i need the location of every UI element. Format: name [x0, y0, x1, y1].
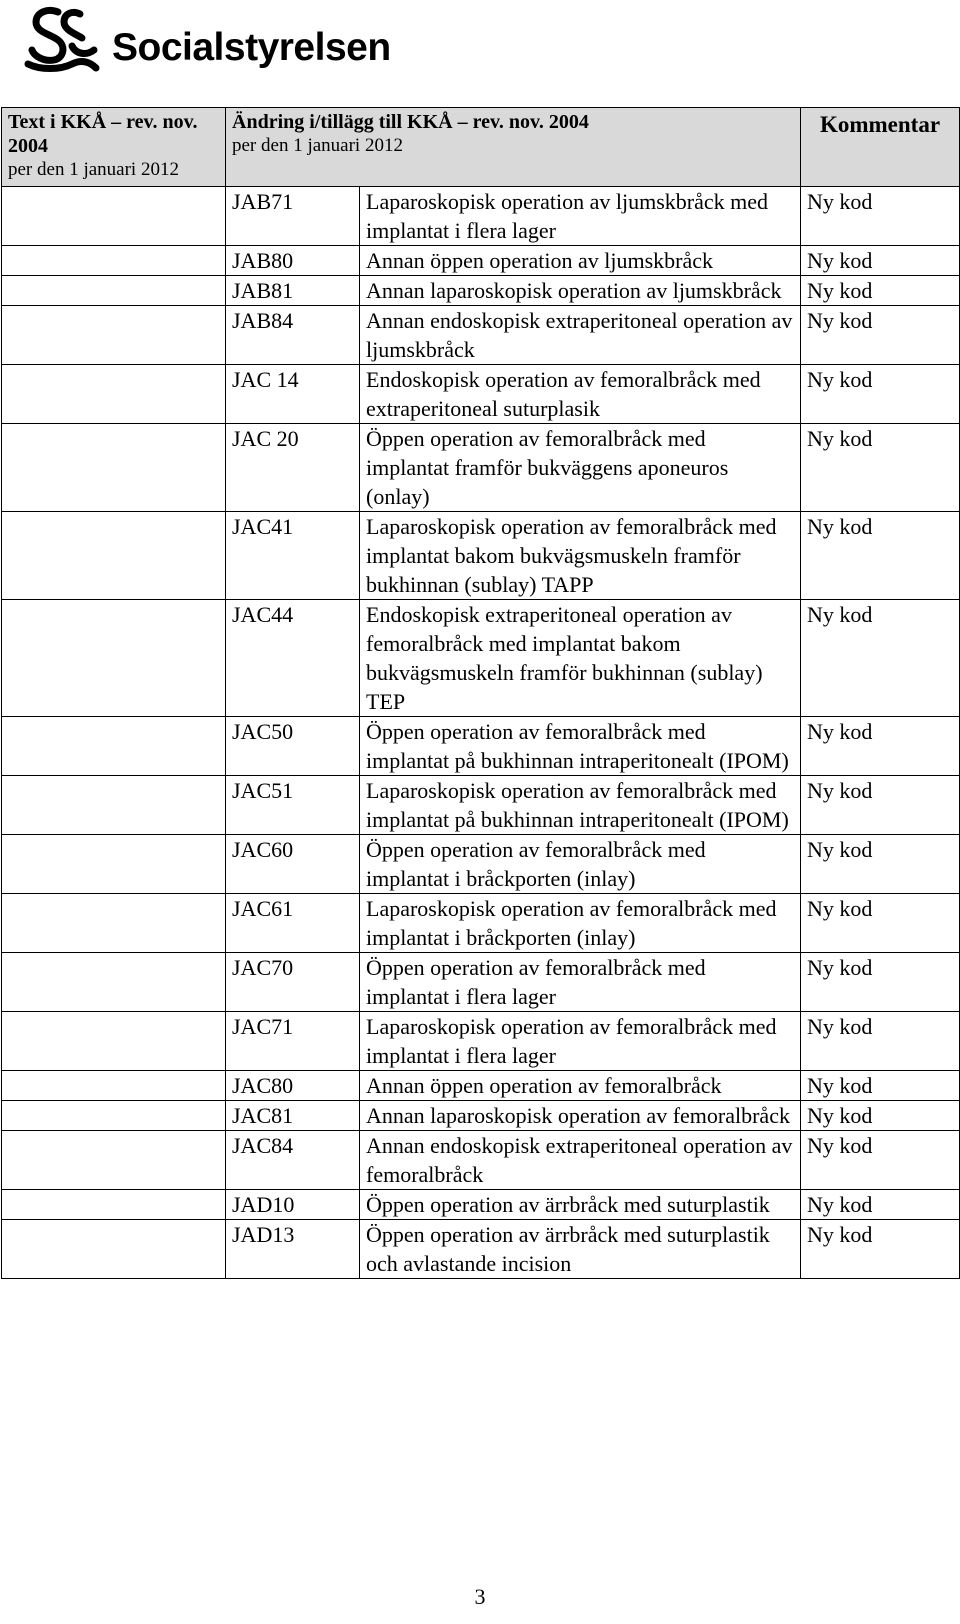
- description-cell: Annan öppen operation av ljumskbråck: [360, 246, 801, 276]
- comment-cell: Ny kod: [801, 1012, 960, 1071]
- old-text-cell: [2, 365, 226, 424]
- description-cell: Öppen operation av femoralbråck med implantat på bukhinnan intraperitonealt (IPOM): [360, 717, 801, 776]
- table-row: [2, 512, 960, 600]
- code-cell: JAB84: [226, 306, 360, 365]
- old-text-cell: [2, 1012, 226, 1071]
- socialstyrelsen-emblem-icon: [20, 6, 102, 76]
- description-cell: Laparoskopisk operation av femoralbråck med implantat i bråckporten (inlay): [360, 894, 801, 953]
- code-cell: JAC 14: [226, 365, 360, 424]
- table-row: [2, 894, 960, 953]
- socialstyrelsen-logo: [20, 4, 391, 78]
- header-col1-line3: per den 1 januari 2012: [8, 159, 179, 180]
- comment-cell: Ny kod: [801, 717, 960, 776]
- old-text-cell: [2, 1101, 226, 1131]
- code-cell: JAC44: [226, 600, 360, 717]
- old-text-cell: [2, 1131, 226, 1190]
- table-row: [2, 1220, 960, 1279]
- description-cell: Öppen operation av femoralbråck med implantat i flera lager: [360, 953, 801, 1012]
- comment-cell: Ny kod: [801, 835, 960, 894]
- old-text-cell: [2, 424, 226, 512]
- description-cell: Annan endoskopisk extraperitoneal operation av ljumskbråck: [360, 306, 801, 365]
- description-cell: Endoskopisk extraperitoneal operation av femoralbråck med implantat bakom bukvägsmuskeln framför bukhinnan (sublay) TEP: [360, 600, 801, 717]
- description-cell: Annan laparoskopisk operation av femoralbråck: [360, 1101, 801, 1131]
- old-text-cell: [2, 600, 226, 717]
- table-row: [2, 835, 960, 894]
- old-text-cell: [2, 894, 226, 953]
- comment-cell: Ny kod: [801, 1220, 960, 1279]
- table-row: [2, 1012, 960, 1071]
- table-row: [2, 187, 960, 246]
- description-cell: Annan endoskopisk extraperitoneal operation av femoralbråck: [360, 1131, 801, 1190]
- code-cell: JAC41: [226, 512, 360, 600]
- table-row: [2, 953, 960, 1012]
- brand-name: Socialstyrelsen: [112, 26, 391, 69]
- comment-cell: Ny kod: [801, 894, 960, 953]
- description-cell: Öppen operation av ärrbråck med suturplastik och avlastande incision: [360, 1220, 801, 1279]
- comment-cell: Ny kod: [801, 776, 960, 835]
- table-row: [2, 365, 960, 424]
- code-cell: JAC84: [226, 1131, 360, 1190]
- description-cell: Laparoskopisk operation av femoralbråck med implantat på bukhinnan intraperitonealt (IPOM): [360, 776, 801, 835]
- comment-cell: Ny kod: [801, 512, 960, 600]
- table-row: [2, 1071, 960, 1101]
- comment-cell: Ny kod: [801, 424, 960, 512]
- old-text-cell: [2, 187, 226, 246]
- code-change-table: [1, 107, 960, 1279]
- table-row: [2, 306, 960, 365]
- table-row: [2, 600, 960, 717]
- old-text-cell: [2, 776, 226, 835]
- comment-cell: Ny kod: [801, 306, 960, 365]
- table-row: [2, 246, 960, 276]
- code-cell: JAC51: [226, 776, 360, 835]
- table-row: [2, 776, 960, 835]
- old-text-cell: [2, 717, 226, 776]
- description-cell: Öppen operation av femoralbråck med implantat framför bukväggens aponeuros (onlay): [360, 424, 801, 512]
- code-cell: JAC60: [226, 835, 360, 894]
- old-text-cell: [2, 1190, 226, 1220]
- old-text-cell: [2, 306, 226, 365]
- comment-cell: Ny kod: [801, 365, 960, 424]
- code-cell: JAC80: [226, 1071, 360, 1101]
- header-col1-line2: 2004: [8, 135, 48, 157]
- old-text-cell: [2, 953, 226, 1012]
- header-col2-line2: per den 1 januari 2012: [232, 135, 403, 156]
- table-row: [2, 1131, 960, 1190]
- header-col2-line1: Ändring i/tillägg till KKÅ – rev. nov. 2004: [232, 111, 589, 133]
- comment-cell: Ny kod: [801, 1131, 960, 1190]
- description-cell: Laparoskopisk operation av femoralbråck med implantat bakom bukvägsmuskeln framför bukhinnan (sublay) TAPP: [360, 512, 801, 600]
- comment-cell: Ny kod: [801, 1190, 960, 1220]
- table-row: [2, 1101, 960, 1131]
- description-cell: Endoskopisk operation av femoralbråck med extraperitoneal suturplasik: [360, 365, 801, 424]
- comment-cell: Ny kod: [801, 187, 960, 246]
- old-text-cell: [2, 1071, 226, 1101]
- table-row: [2, 717, 960, 776]
- old-text-cell: [2, 835, 226, 894]
- table-header-row: [2, 108, 960, 187]
- comment-cell: Ny kod: [801, 246, 960, 276]
- old-text-cell: [2, 246, 226, 276]
- description-cell: Öppen operation av femoralbråck med implantat i bråckporten (inlay): [360, 835, 801, 894]
- description-cell: Laparoskopisk operation av ljumskbråck med implantat i flera lager: [360, 187, 801, 246]
- header-col1-line1: Text i KKÅ – rev. nov.: [8, 111, 198, 133]
- code-cell: JAC 20: [226, 424, 360, 512]
- description-cell: Annan öppen operation av femoralbråck: [360, 1071, 801, 1101]
- table-row: [2, 1190, 960, 1220]
- description-cell: Laparoskopisk operation av femoralbråck med implantat i flera lager: [360, 1012, 801, 1071]
- code-cell: JAB71: [226, 187, 360, 246]
- header-col3: Kommentar: [819, 112, 941, 137]
- description-cell: Annan laparoskopisk operation av ljumskbråck: [360, 276, 801, 306]
- code-cell: JAC70: [226, 953, 360, 1012]
- table-row: [2, 276, 960, 306]
- comment-cell: Ny kod: [801, 1071, 960, 1101]
- code-cell: JAB81: [226, 276, 360, 306]
- comment-cell: Ny kod: [801, 600, 960, 717]
- code-cell: JAC61: [226, 894, 360, 953]
- code-cell: JAD10: [226, 1190, 360, 1220]
- header-col-kommentar: [801, 108, 960, 187]
- comment-cell: Ny kod: [801, 1101, 960, 1131]
- code-cell: JAC71: [226, 1012, 360, 1071]
- header-col-andring: [226, 108, 801, 187]
- comment-cell: Ny kod: [801, 276, 960, 306]
- page-number: 3: [474, 1584, 486, 1609]
- code-cell: JAD13: [226, 1220, 360, 1279]
- comment-cell: Ny kod: [801, 953, 960, 1012]
- description-cell: Öppen operation av ärrbråck med suturplastik: [360, 1190, 801, 1220]
- code-cell: JAC50: [226, 717, 360, 776]
- old-text-cell: [2, 512, 226, 600]
- code-cell: JAB80: [226, 246, 360, 276]
- old-text-cell: [2, 276, 226, 306]
- header-col-text-kka: [2, 108, 226, 187]
- old-text-cell: [2, 1220, 226, 1279]
- table-row: [2, 424, 960, 512]
- code-cell: JAC81: [226, 1101, 360, 1131]
